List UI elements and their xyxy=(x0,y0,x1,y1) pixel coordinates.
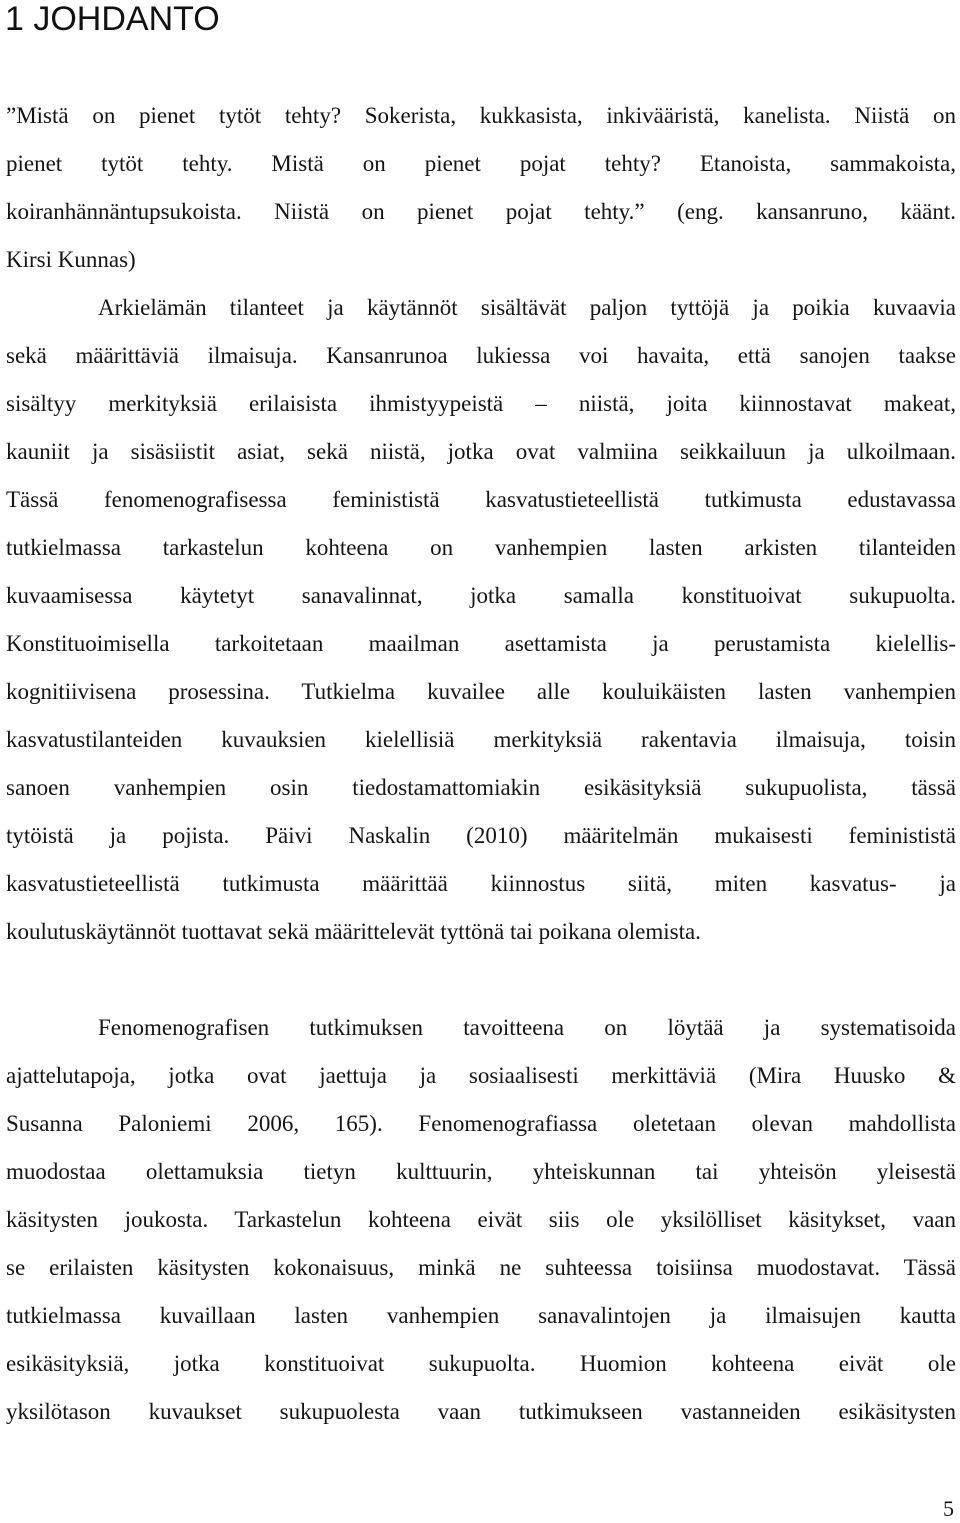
text-line: käsitysten joukosta. Tarkastelun kohteena eivät siis ole yksilölliset käsitykset, vaan xyxy=(6,1207,956,1232)
text-line: yksilötason kuvaukset sukupuolesta vaan tutkimukseen vastanneiden esikäsitysten xyxy=(6,1399,956,1424)
text-line: tutkielmassa tarkastelun kohteena on vanhempien lasten arkisten tilanteiden xyxy=(6,535,956,560)
text-line: kasvatustilanteiden kuvauksien kielellisiä merkityksiä rakentavia ilmaisuja, toisin xyxy=(6,727,956,752)
text-line: ajattelutapoja, jotka ovat jaettuja ja sosiaalisesti merkittäviä (Mira Huusko & xyxy=(6,1063,956,1088)
text-line: Konstituoimisella tarkoitetaan maailman asettamista ja perustamista kielellis- xyxy=(6,631,956,656)
text-line: tytöistä ja pojista. Päivi Naskalin (2010) määritelmän mukaisesti feminististä xyxy=(6,823,956,848)
text-line: Arkielämän tilanteet ja käytännöt sisältävät paljon tyttöjä ja poikia kuvaavia xyxy=(98,295,956,320)
text-line: Fenomenografisen tutkimuksen tavoitteena on löytää ja systematisoida xyxy=(98,1015,956,1040)
text-line: kasvatustieteellistä tutkimusta määrittää kiinnostus siitä, miten kasvatus- ja xyxy=(6,871,956,896)
text-line: sekä määrittäviä ilmaisuja. Kansanrunoa lukiessa voi havaita, että sanojen taakse xyxy=(6,343,956,368)
text-line: koiranhännäntupsukoista. Niistä on pienet pojat tehty.” (eng. kansanruno, käänt. xyxy=(6,199,956,224)
chapter-heading: 1 JOHDANTO xyxy=(5,0,220,38)
page-number: 5 xyxy=(943,1496,954,1521)
text-line: muodostaa olettamuksia tietyn kulttuurin, yhteiskunnan tai yhteisön yleisestä xyxy=(6,1159,956,1184)
text-line: tutkielmassa kuvaillaan lasten vanhempien sanavalintojen ja ilmaisujen kautta xyxy=(6,1303,956,1328)
text-line: kuvaamisessa käytetyt sanavalinnat, jotka samalla konstituoivat sukupuolta. xyxy=(6,583,956,608)
text-line: sisältyy merkityksiä erilaisista ihmistyypeistä – niistä, joita kiinnostavat makeat, xyxy=(6,391,956,416)
text-line: kognitiivisena prosessina. Tutkielma kuvailee alle kouluikäisten lasten vanhempien xyxy=(6,679,956,704)
text-line: esikäsityksiä, jotka konstituoivat sukupuolta. Huomion kohteena eivät ole xyxy=(6,1351,956,1376)
text-line: pienet tytöt tehty. Mistä on pienet pojat tehty? Etanoista, sammakoista, xyxy=(6,151,956,176)
text-line: kauniit ja sisäsiistit asiat, sekä niistä, jotka ovat valmiina seikkailuun ja ulkoilmaan. xyxy=(6,439,956,464)
text-line: Susanna Paloniemi 2006, 165). Fenomenografiassa oletetaan olevan mahdollista xyxy=(6,1111,956,1136)
text-line: ”Mistä on pienet tytöt tehty? Sokerista, kukkasista, inkivääristä, kanelista. Niistä on xyxy=(6,103,956,128)
text-line: Tässä fenomenografisessa feminististä kasvatustieteellistä tutkimusta edustavassa xyxy=(6,487,956,512)
text-line: sanoen vanhempien osin tiedostamattomiakin esikäsityksiä sukupuolista, tässä xyxy=(6,775,956,800)
text-line: koulutuskäytännöt tuottavat sekä määrittelevät tyttönä tai poikana olemista. xyxy=(6,919,701,944)
text-line: se erilaisten käsitysten kokonaisuus, minkä ne suhteessa toisiinsa muodostavat. Tässä xyxy=(6,1255,956,1280)
text-line: Kirsi Kunnas) xyxy=(6,247,136,272)
